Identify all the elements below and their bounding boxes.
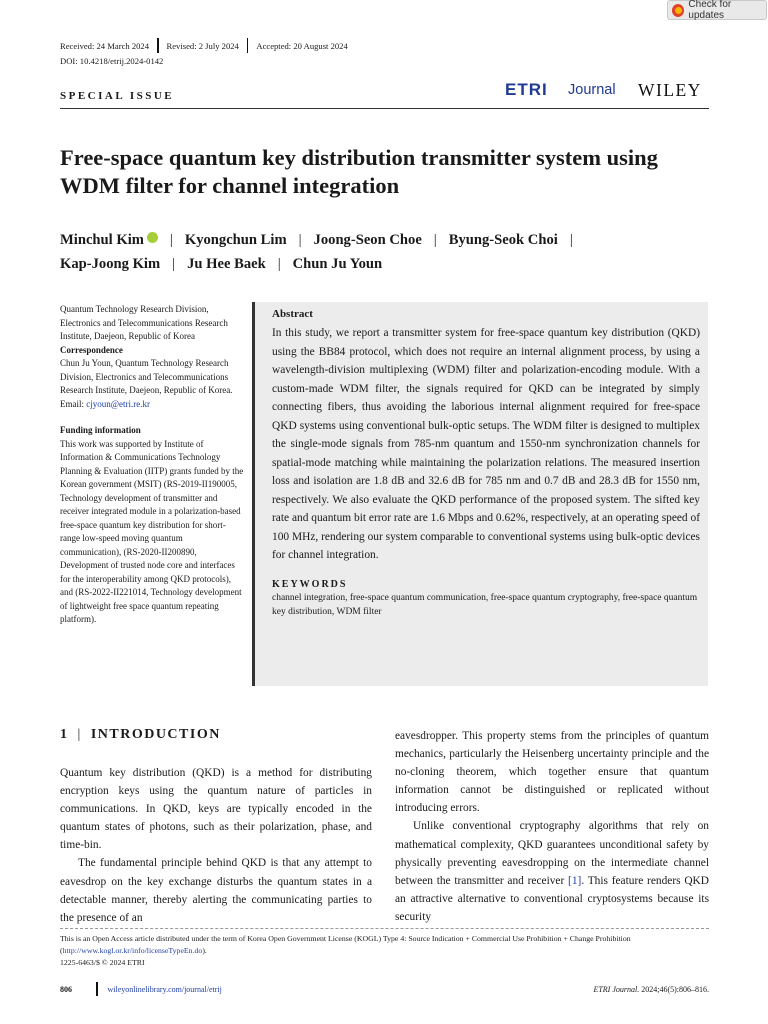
license-text: This is an Open Access article distributed under the term of Korea Open Government License (KOGL) Type 4: Source Indication + Commercial Use Prohibition + Change Prohibition ( xyxy=(60,934,631,955)
correspondence-text: Chun Ju Youn, Quantum Technology Research Division, Electronics and Telecommunications Research Institute, Daejeon, Republic of Korea. xyxy=(60,358,233,395)
license-close: ). xyxy=(202,946,207,955)
crossmark-icon xyxy=(672,4,684,17)
section-heading: 1 | INTRODUCTION xyxy=(60,727,221,742)
author-name: Byung-Seok Choi xyxy=(448,232,558,248)
author-name: Kyongchun Lim xyxy=(184,232,287,248)
author-name: Joong-Seon Choe xyxy=(313,232,422,248)
footnote-rule xyxy=(60,928,709,929)
author-name: Chun Ju Youn xyxy=(292,256,383,272)
license-link[interactable]: http://www.kogl.or.kr/info/licenseTypeEn.do xyxy=(62,946,203,955)
citation-line xyxy=(593,985,709,994)
paragraph: Quantum key distribution (QKD) is a method for distributing encryption keys using the quantum nature of particles in communications. In QKD, keys are typically encoded in the quantum states of photons, such as their polarization, phase, and time-bin. xyxy=(60,767,372,852)
check-for-updates-label: Check for updates xyxy=(688,0,732,21)
issn-copyright: 1225-6463/$ © 2024 ETRI xyxy=(60,958,145,967)
paragraph: The fundamental principle behind QKD is that any attempt to eavesdrop on the key exchange disturbs the quantum states in a detectable manner, thereby alerting the communicating parties to the presence of an xyxy=(60,857,372,924)
body-column-right xyxy=(395,727,709,926)
paragraph xyxy=(395,817,709,926)
email-link[interactable]: cjyoun@etri.re.kr xyxy=(86,398,151,409)
journal-logo-text: Journal xyxy=(568,82,616,98)
body-column-left xyxy=(60,764,372,927)
accepted-date: Accepted: 20 August 2024 xyxy=(256,40,348,51)
author-name: Minchul Kim xyxy=(60,232,144,248)
received-date: Received: 24 March 2024 xyxy=(60,40,150,51)
license-footnote xyxy=(60,933,709,969)
dates-row xyxy=(60,38,356,53)
header-rule xyxy=(60,108,709,109)
author-list: Minchul Kim | Kyongchun Lim | Joong-Seon Choe | Byung-Seok Choi | Kap-Joong Kim | Ju Hee Baek | Chun Ju Youn xyxy=(60,232,573,272)
revised-date: Revised: 2 July 2024 xyxy=(166,40,239,51)
keywords-heading: KEYWORDS xyxy=(272,578,348,590)
check-for-updates-button[interactable] xyxy=(667,0,767,20)
journal-name: ETRI Journal. xyxy=(593,984,640,994)
etri-logo: ETRI xyxy=(505,80,548,99)
volume-pages: 2024;46(5):806–816. xyxy=(639,984,709,994)
author-name: Kap-Joong Kim xyxy=(60,256,161,272)
funding-heading: Funding information xyxy=(60,425,141,435)
section-title: INTRODUCTION xyxy=(90,727,221,742)
abstract-text: In this study, we report a transmitter system for free-space quantum key distribution (QKD) using the BB84 protocol, which does not require an internal alignment process, by using a wavelength-division multiplexing (WDM) filter and polarization-encoding module. With a custom-made WDM filter, the signals required for QKD can be integrated by simply connecting fibers, thus avoiding the laborious internal alignment required for free-space QKD systems using conventional bulk-optic setups. The WDM filter is designed to multiplex the single-mode signals from 785-nm quantum and 1550-nm synchronization channels for spatial-mode matching while maintaining the polarization relations. The measured insertion loss and isolation are 1.8 dB and 32.6 dB for 785 nm and 0.7 dB and 28.3 dB for 1550 nm, respectively. We also evaluate the QKD performance of the proposed system. The sifted key rate and quantum bit error rate are 1.6 Mbps and 0.62%, respectively, at an operating speed of 100 MHz, rendering our system comparable to conventional systems using bulk-optic devices for channel integration. xyxy=(272,327,700,561)
correspondence-heading: Correspondence xyxy=(60,344,123,355)
divider xyxy=(96,982,98,996)
page-footer xyxy=(60,982,709,996)
paper-title: Free-space quantum key distribution transmitter system using WDM filter for channel integration xyxy=(60,145,658,198)
paragraph-text: Unlike conventional cryptography algorithms that rely on mathematical complexity, QKD guarantees unconditional safety by physically preventing eavesdropping on the intermediate channel between the transmitter and receiver xyxy=(395,820,709,887)
page-number: 806 xyxy=(60,984,72,994)
citation-link[interactable]: [1] xyxy=(568,874,582,887)
email-line xyxy=(60,398,245,412)
funding-text: This work was supported by Institute of Information & Communications Technology Planning & Evaluation (IITP) grants funded by the Korean government (MSIT) (RS-2019-II190005, Technology development of transmitter and receiver integrated module in a polarization-based free-space quantum key distribution for short-range low-speed moving quantum communication), (RS-2020-II200890, Development of trusted node core and interfaces for the interoperability among QKD protocols), and (RS-2022-II221014, Technology development of lightweight free space quantum repeating platform). xyxy=(60,438,244,624)
wiley-logo: WILEY xyxy=(638,80,702,100)
doi: DOI: 10.4218/etrij.2024-0142 xyxy=(60,56,164,66)
paragraph-text: . This feature renders QKD an attractive alternative to conventional cryptosystems because its security xyxy=(395,874,709,923)
email-label: Email: xyxy=(60,398,87,409)
abstract-heading: Abstract xyxy=(272,308,313,320)
keywords-text: channel integration, free-space quantum communication, free-space quantum cryptography, free-space quantum key distribution, WDM filter xyxy=(272,592,698,617)
paragraph: eavesdropper. This property stems from the principles of quantum mechanics, particularly the Heisenberg uncertainty principle and the no-cloning theorem, which together ensure that quantum information cannot be distinguished or replicated without introducing errors. xyxy=(395,730,709,815)
author-name: Ju Hee Baek xyxy=(187,256,266,272)
orcid-icon[interactable] xyxy=(147,232,158,243)
abstract-box xyxy=(252,302,708,686)
journal-url-link[interactable]: wileyonlinelibrary.com/journal/etrij xyxy=(107,984,222,994)
special-issue-label: SPECIAL ISSUE xyxy=(60,90,175,102)
section-number: 1 xyxy=(60,727,69,742)
affiliation: Quantum Technology Research Division, Electronics and Telecommunications Research Institute, Daejeon, Republic of Korea xyxy=(60,304,228,341)
article-info-sidebar xyxy=(60,303,245,627)
